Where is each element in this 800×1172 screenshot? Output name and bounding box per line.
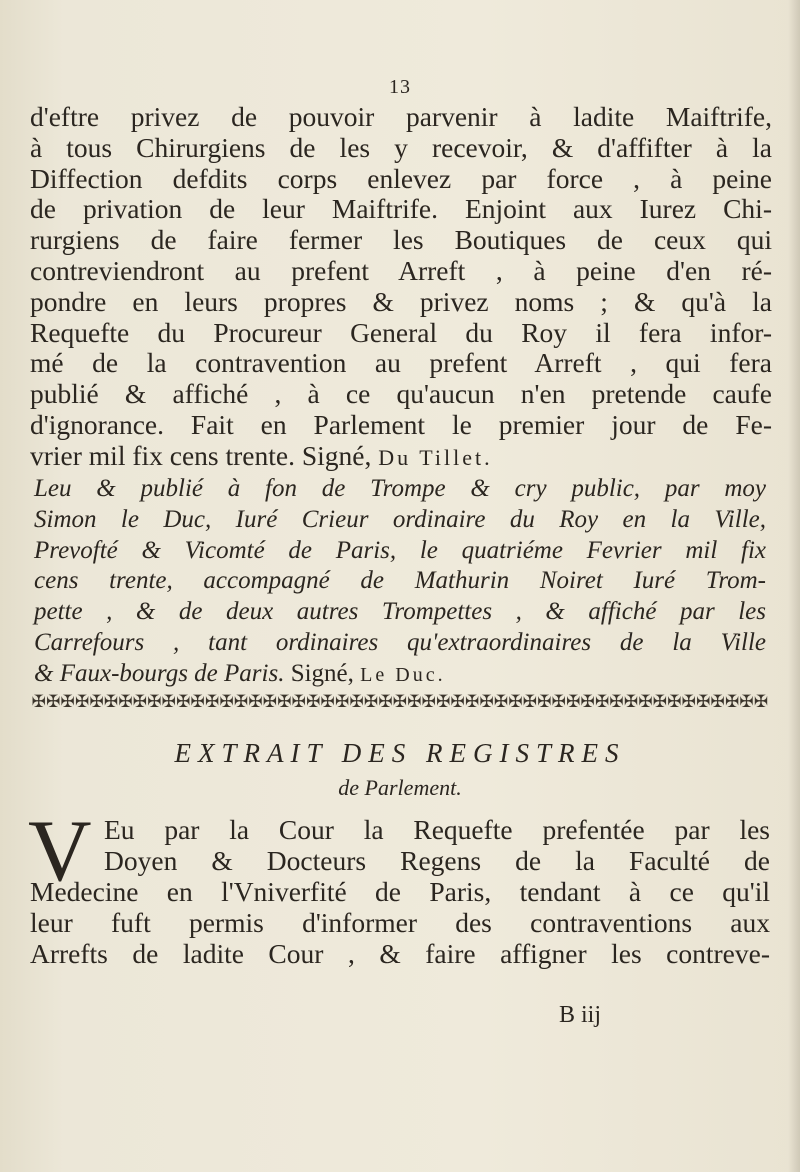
text-line: d'ignorance. Fait en Parlement le premier jour de Fe- [30,408,772,440]
text-line: rurgiens de faire fermer les Boutiques de ceux qui [30,224,772,256]
drop-cap: V [28,803,92,900]
text-fragment: & Faux-bourgs de Paris. [34,659,285,687]
text-line: de privation de leur Maiftrife. Enjoint aux Iurez Chi- [30,193,772,225]
text-line: Requefte du Procureur General du Roy il fera infor- [30,316,772,348]
text-fragment: vrier mil fix cens trente. Signé, [30,439,379,471]
text-line-signed [34,659,766,691]
text-line: publié & affiché , à ce qu'aucun n'en pretende caufe [30,378,772,410]
text-line: contreviendront au prefent Arreft , à peine d'en ré- [30,254,772,286]
text-line: cens trente, accompagné de Mathurin Noiret Iuré Trom- [34,567,766,595]
text-line: Arrefts de ladite Cour , & faire affigner les contreve- [30,938,770,969]
text-line: pondre en leurs propres & privez noms ; & qu'à la [30,285,772,317]
section-subheading: de Parlement. [338,775,462,800]
paragraph-request [30,876,770,969]
paragraph-request-indented [104,814,770,876]
text-line: Simon le Duc, Iuré Crieur ordinaire du Roy en la Ville, [34,505,766,533]
text-line: Medecine en l'Vniverfité de Paris, tendant à ce qu'il [30,876,770,907]
paragraph-publication-notice [34,474,766,691]
text-line: Diffection defdits corps enlevez par force , à peine [30,162,772,194]
paragraph-decree-end [30,102,772,474]
signer-name: Du Tillet. [378,444,493,470]
signer-name: Le Duc. [360,663,446,686]
text-line: à tous Chirurgiens de les y recevoir, & d'affifter à la [30,131,772,163]
text-line: Leu & publié à fon de Trompe & cry public, par moy [34,475,766,502]
page-edge-shadow [788,0,800,1172]
text-line: mé de la contravention au prefent Arreft , qui fera [30,347,772,379]
text-line: pette , & de deux autres Trompettes , & affiché par les [34,598,766,626]
text-line: Prevofté & Vicomté de Paris, le quatriéme Fevrier mil fix [34,536,766,564]
ornamental-divider: ✠✠✠✠✠✠✠✠✠✠✠✠✠✠✠✠✠✠✠✠✠✠✠✠✠✠✠✠✠✠✠✠✠✠✠✠✠✠✠✠✠✠✠✠✠✠✠✠✠✠✠ [31,692,769,711]
page-number: 13 [389,76,411,98]
text-line: Doyen & Docteurs Regens de la Faculté de [104,845,770,876]
signature-mark: B iij [558,1002,601,1028]
section-heading: EXTRAIT DES REGISTRES [174,738,626,768]
text-line: d'eftre privez de pouvoir parvenir à ladite Maiftrife, [30,101,772,132]
text-line: leur fuft permis d'informer des contraventions aux [30,907,770,938]
text-line: Eu par la Cour la Requefte prefentée par les [104,814,770,845]
text-line: Carrefours , tant ordinaires qu'extraordinaires de la Ville [34,628,766,656]
text-fragment: Signé, [284,659,361,687]
text-line-signed [30,441,772,474]
